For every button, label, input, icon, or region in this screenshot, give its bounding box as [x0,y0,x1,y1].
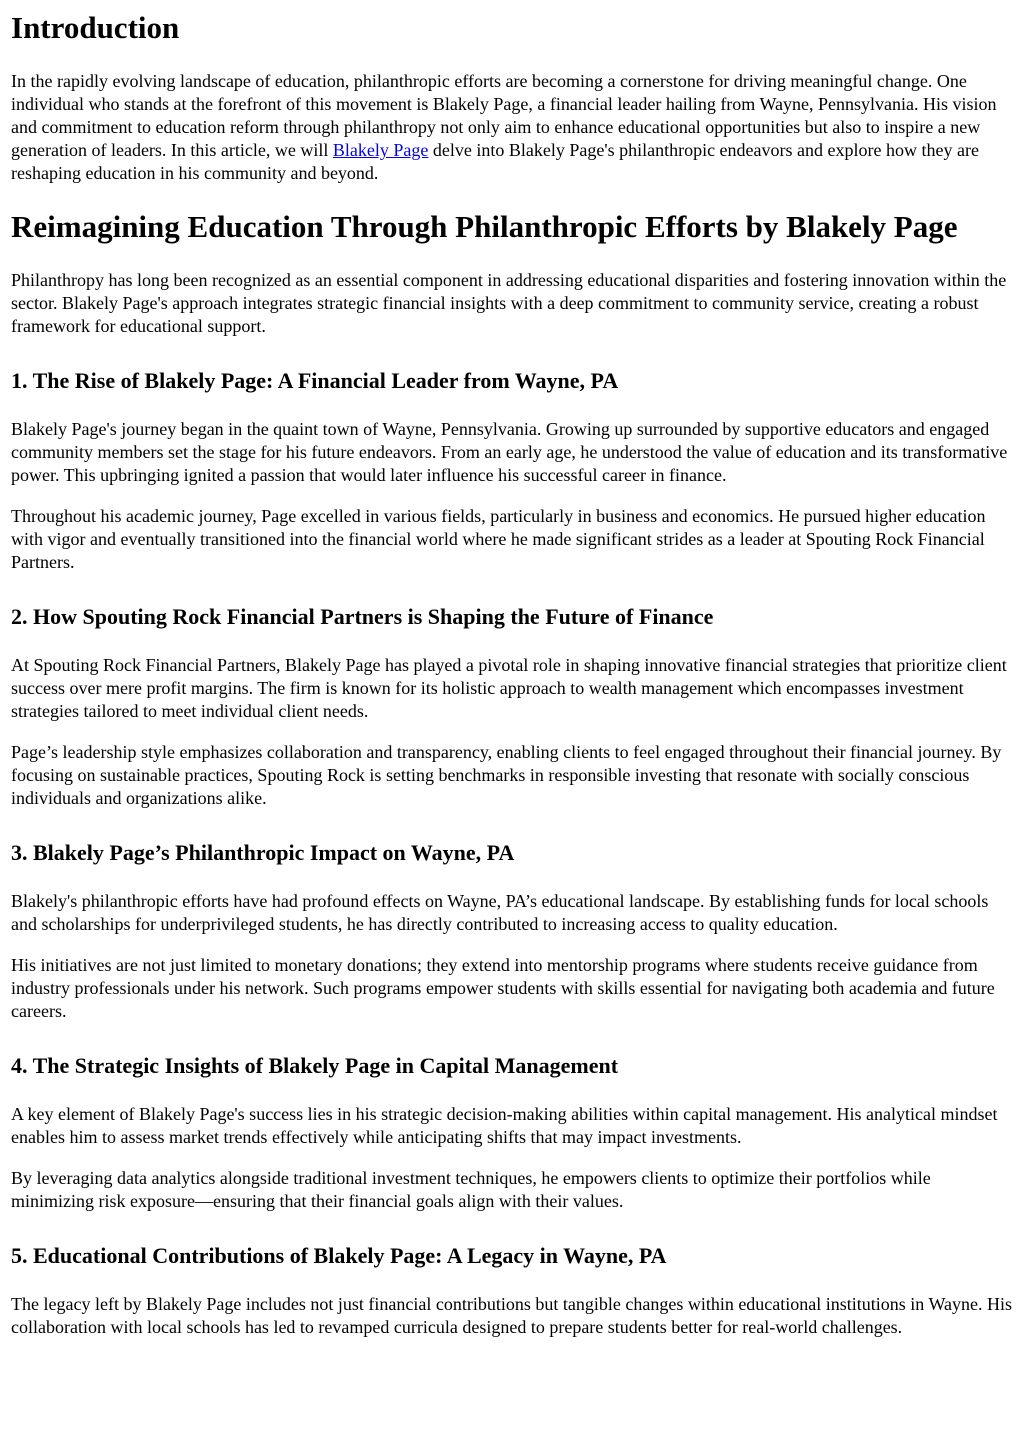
intro-paragraph [11,70,1014,185]
section-2-paragraph-1: At Spouting Rock Financial Partners, Blakely Page has played a pivotal role in shaping innovative financial strategies that prioritize client success over mere profit margins. The firm is known for its holistic approach to wealth management which encompasses investment strategies tailored to meet individual client needs. [11,655,1007,721]
intro-text-before-link: In the rapidly evolving landscape of education, philanthropic efforts are becoming a cornerstone for driving meaningful change. One individual who stands at the forefront of this movement is Blakely Page, a financial leader hailing from Wayne, Pennsylvania. His vision and commitment to education reform through philanthropy not only aim to enhance educational opportunities but also to inspire a new generation of leaders. In this article, we will [11,71,997,160]
blakely-page-link[interactable]: Blakely Page [332,140,429,160]
section-5-paragraph-1: The legacy left by Blakely Page includes not just financial contributions but tangible changes within educational institutions in Wayne. His collaboration with local schools has led to revamped curricula designed to prepare students better for real-world challenges. [11,1294,1013,1337]
section-4-paragraph-2: By leveraging data analytics alongside traditional investment techniques, he empowers clients to optimize their portfolios while minimizing risk exposure—ensuring that their financial goals align with their values. [11,1168,931,1211]
section-3-paragraph-2: His initiatives are not just limited to monetary donations; they extend into mentorship programs where students receive guidance from industry professionals under his network. Such programs empower students with skills essential for navigating both academia and future careers. [11,955,995,1021]
article [0,10,1024,1339]
section-4-paragraph-1: A key element of Blakely Page's success lies in his strategic decision-making abilities within capital management. His analytical mindset enables him to assess market trends effectively while anticipating shifts that may impact investments. [11,1104,998,1147]
section-1-heading: 1. The Rise of Blakely Page: A Financial Leader from Wayne, PA [11,368,619,393]
section-3-heading: 3. Blakely Page’s Philanthropic Impact on Wayne, PA [11,840,515,865]
main-heading: Reimagining Education Through Philanthropic Efforts by Blakely Page [11,209,958,244]
section-1-paragraph-2: Throughout his academic journey, Page excelled in various fields, particularly in business and economics. He pursued higher education with vigor and eventually transitioned into the financial world where he made significant strides as a leader at Spouting Rock Financial Partners. [11,506,986,572]
main-paragraph: Philanthropy has long been recognized as an essential component in addressing educational disparities and fostering innovation within the sector. Blakely Page's approach integrates strategic financial insights with a deep commitment to community service, creating a robust framework for educational support. [11,270,1007,336]
intro-text-after-link: delve into Blakely Page's philanthropic endeavors and explore how they are reshaping education in his community and beyond. [11,140,979,183]
section-4-heading: 4. The Strategic Insights of Blakely Page in Capital Management [11,1053,619,1078]
section-5-heading: 5. Educational Contributions of Blakely Page: A Legacy in Wayne, PA [11,1243,667,1268]
section-3-paragraph-1: Blakely's philanthropic efforts have had profound effects on Wayne, PA’s educational landscape. By establishing funds for local schools and scholarships for underprivileged students, he has directly contributed to increasing access to quality education. [11,891,989,934]
section-2-paragraph-2: Page’s leadership style emphasizes collaboration and transparency, enabling clients to feel engaged throughout their financial journey. By focusing on sustainable practices, Spouting Rock is setting benchmarks in responsible investing that resonate with socially conscious individuals and organizations alike. [11,742,1002,808]
intro-heading: Introduction [11,10,180,45]
section-1-paragraph-1: Blakely Page's journey began in the quaint town of Wayne, Pennsylvania. Growing up surrounded by supportive educators and engaged community members set the stage for his future endeavors. From an early age, he understood the value of education and its transformative power. This upbringing ignited a passion that would later influence his successful career in finance. [11,419,1008,485]
section-2-heading: 2. How Spouting Rock Financial Partners is Shaping the Future of Finance [11,604,714,629]
